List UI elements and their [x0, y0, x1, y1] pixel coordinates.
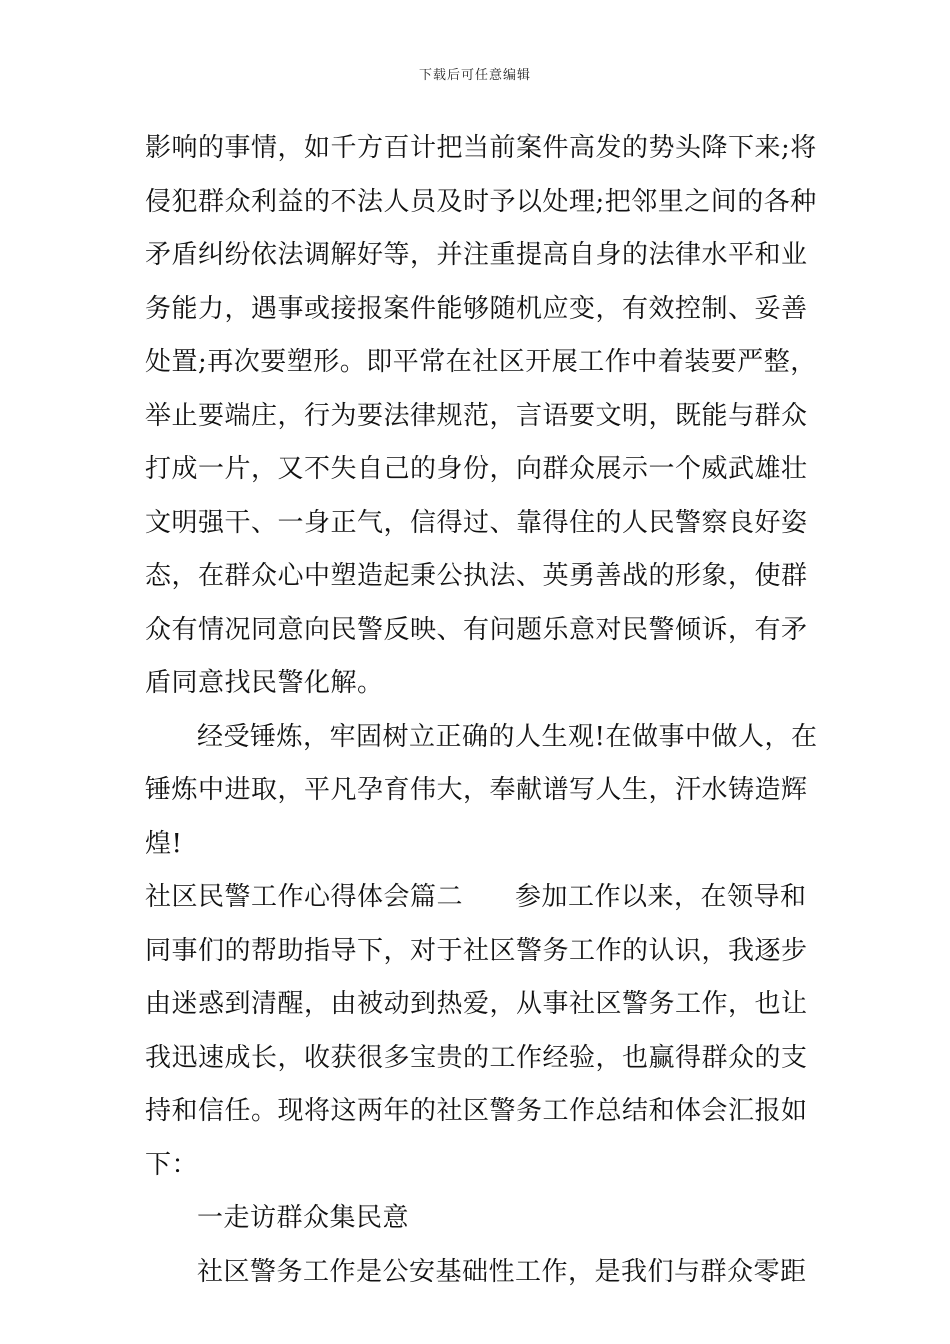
text-line: 打成一片，又不失自己的身份，向群众展示一个威武雄壮	[145, 454, 808, 484]
subheading-line: 一走访群众集民意	[197, 1203, 410, 1233]
text-line: 众有情况同意向民警反映、有问题乐意对民警倾诉，有矛	[145, 614, 808, 645]
text-line: 侵犯群众利益的不法人员及时予以处理;把邻里之间的各种	[145, 186, 817, 217]
text-line: 同事们的帮助指导下，对于社区警务工作的认识，我逐步	[145, 935, 808, 966]
text-line: 处置;再次要塑形。即平常在社区开展工作中着装要严整，	[145, 347, 817, 377]
text-line: 我迅速成长，收获很多宝贵的工作经验，也赢得群众的支	[145, 1042, 808, 1073]
text-line: 影响的事情，如千方百计把当前案件高发的势头降下来;将	[145, 133, 817, 163]
text-line: 经受锤炼，牢固树立正确的人生观!在做事中做人，在	[197, 721, 818, 752]
text-line: 举止要端庄，行为要法律规范，言语要文明，既能与群众	[145, 400, 808, 431]
section-lead-text: 参加工作以来，在领导和	[515, 882, 807, 912]
text-line: 持和信任。现将这两年的社区警务工作总结和体会汇报如	[145, 1096, 808, 1126]
text-line: 矛盾纠纷依法调解好等，并注重提高自身的法律水平和业	[145, 240, 808, 270]
text-line: 务能力，遇事或接报案件能够随机应变，有效控制、妥善	[145, 293, 808, 324]
text-line: 态，在群众心中塑造起秉公执法、英勇善战的形象，使群	[145, 561, 808, 591]
section-heading-line	[145, 871, 815, 925]
text-line: 文明强干、一身正气，信得过、靠得住的人民警察良好姿	[145, 507, 808, 538]
text-line: 锤炼中进取，平凡孕育伟大，奉献谱写人生，汗水铸造辉	[145, 775, 808, 805]
section-heading: 社区民警工作心得体会篇二	[145, 882, 464, 912]
page-header: 下载后可任意编辑	[418, 68, 531, 83]
text-line: 由迷惑到清醒，由被动到热爱，从事社区警务工作，也让	[145, 989, 808, 1019]
text-line: 盾同意找民警化解。	[145, 668, 384, 698]
text-line: 煌!	[145, 828, 183, 859]
text-line: 下：	[145, 1149, 199, 1180]
text-line: 社区警务工作是公安基础性工作，是我们与群众零距	[197, 1256, 807, 1287]
document-body	[145, 122, 818, 1299]
